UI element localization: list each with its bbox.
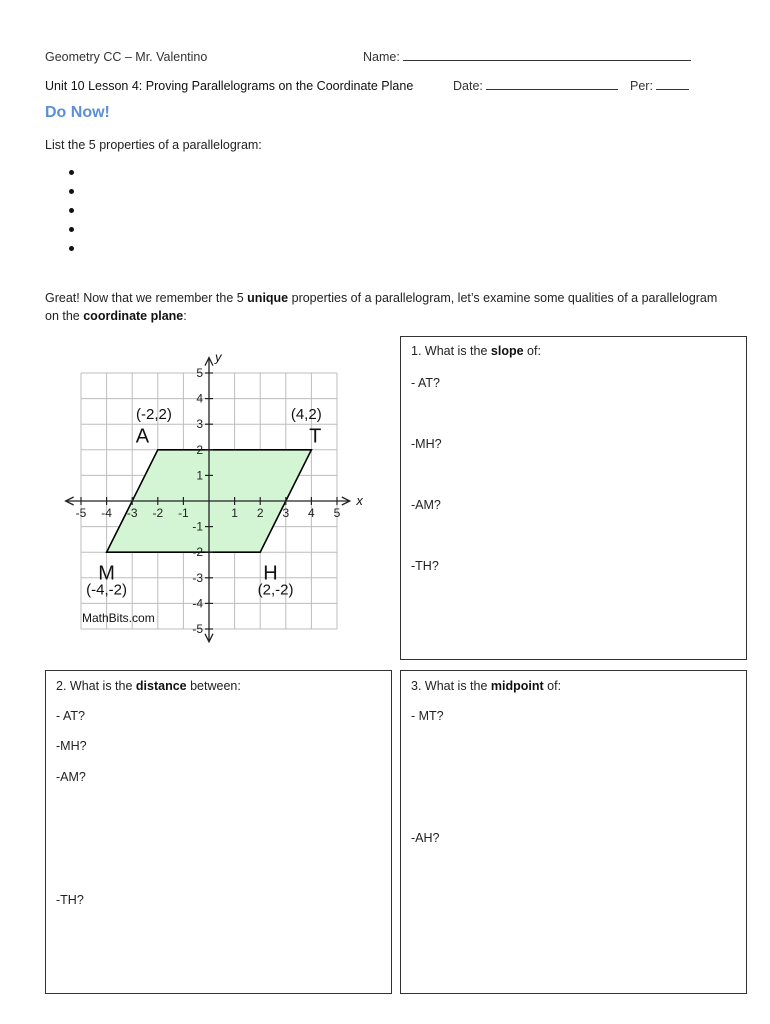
date-label: Date: (453, 79, 483, 93)
distance-question-box (45, 670, 392, 994)
property-bullet (45, 221, 345, 240)
y-tick-label: 5 (196, 366, 203, 380)
y-tick-label: 4 (196, 391, 203, 406)
intro-text-1: Great! Now that we remember the 5 (45, 291, 248, 305)
x-tick-label: 4 (308, 506, 315, 520)
q2-item-at: - AT? (56, 709, 85, 723)
x-tick-label: -1 (178, 506, 189, 520)
x-tick-label: -5 (75, 506, 87, 520)
q1-tail: of: (523, 344, 541, 358)
q2-tail: between: (186, 679, 241, 693)
intro-text-3: : (183, 309, 187, 323)
do-now-prompt: List the 5 properties of a parallelogram: (45, 138, 262, 152)
q1-item-at: - AT? (411, 376, 440, 390)
date-blank[interactable] (486, 89, 618, 90)
y-tick-label: -5 (192, 622, 203, 636)
y-tick-label: 2 (196, 442, 203, 457)
q1-keyword: slope (490, 344, 524, 358)
x-tick-label: -3 (126, 506, 138, 520)
intro-text-2: properties of a parallelogram, let’s examine some qualities of a parallelogram on the (45, 291, 718, 323)
do-now-heading: Do Now! (45, 104, 110, 121)
vertex-letter-m: M (98, 562, 115, 585)
q3-item-mt: - MT? (411, 709, 444, 723)
q2-heading (56, 679, 241, 693)
y-tick-label: 3 (196, 417, 203, 432)
property-bullet (45, 183, 345, 202)
vertex-coord-a: (-2,2) (136, 405, 172, 423)
period-label: Per: (630, 79, 653, 93)
y-axis-label: y (215, 349, 222, 365)
y-tick-label: -4 (192, 596, 203, 611)
q3-heading (411, 679, 561, 693)
date-field[interactable] (453, 79, 618, 93)
intro-unique: unique (247, 291, 289, 305)
q2-item-th: -TH? (56, 893, 84, 907)
intro-coordinate-plane: coordinate plane (83, 309, 184, 323)
vertex-letter-t: T (309, 425, 322, 448)
property-bullet (45, 240, 345, 259)
x-tick-label: -4 (101, 506, 112, 520)
q3-item-ah: -AH? (411, 831, 440, 845)
q3-tail: of: (543, 679, 562, 693)
vertex-letter-a: A (135, 425, 150, 448)
q1-item-am: -AM? (411, 498, 441, 512)
q2-keyword: distance (135, 679, 187, 693)
x-tick-label: 2 (256, 506, 264, 520)
name-blank[interactable] (403, 60, 691, 61)
midpoint-question-box (400, 670, 747, 994)
name-label: Name: (363, 50, 400, 64)
y-tick-label: -3 (192, 570, 203, 585)
q3-number: 3. What is the (411, 679, 491, 693)
y-tick-label: -1 (192, 519, 203, 534)
x-tick-label: 1 (231, 506, 238, 520)
property-bullet (45, 202, 345, 221)
q1-item-mh: -MH? (411, 437, 442, 451)
vertex-coord-h: (2,-2) (257, 581, 294, 599)
x-axis-label: x (356, 493, 363, 508)
y-tick-label: 1 (196, 468, 203, 483)
x-tick-label: -2 (152, 506, 164, 520)
vertex-letter-h: H (263, 562, 278, 585)
intro-paragraph (45, 289, 725, 325)
mathbits-credit: MathBits.com (82, 611, 155, 625)
q3-keyword: midpoint (490, 679, 544, 693)
vertex-coord-t: (4,2) (290, 405, 322, 423)
x-tick-label: 3 (282, 506, 290, 520)
property-list (45, 164, 345, 259)
period-field[interactable] (630, 79, 689, 93)
property-bullet (45, 164, 345, 183)
y-tick-label: -2 (192, 545, 203, 560)
course-title: Geometry CC – Mr. Valentino (45, 50, 208, 64)
q2-item-mh: -MH? (56, 739, 87, 753)
q1-heading (411, 344, 541, 358)
lesson-title: Unit 10 Lesson 4: Proving Parallelograms on the Coordinate Plane (45, 79, 414, 93)
q1-number: 1. What is the (411, 344, 491, 358)
q2-item-am: -AM? (56, 770, 86, 784)
period-blank[interactable] (656, 89, 689, 90)
slope-question-box (400, 336, 747, 660)
name-field[interactable] (363, 50, 691, 64)
vertex-coord-m: (-4,-2) (86, 581, 128, 599)
coordinate-plane-graph (62, 344, 372, 644)
q2-number: 2. What is the (56, 679, 136, 693)
x-tick-label: 5 (333, 506, 341, 520)
q1-item-th: -TH? (411, 559, 439, 573)
